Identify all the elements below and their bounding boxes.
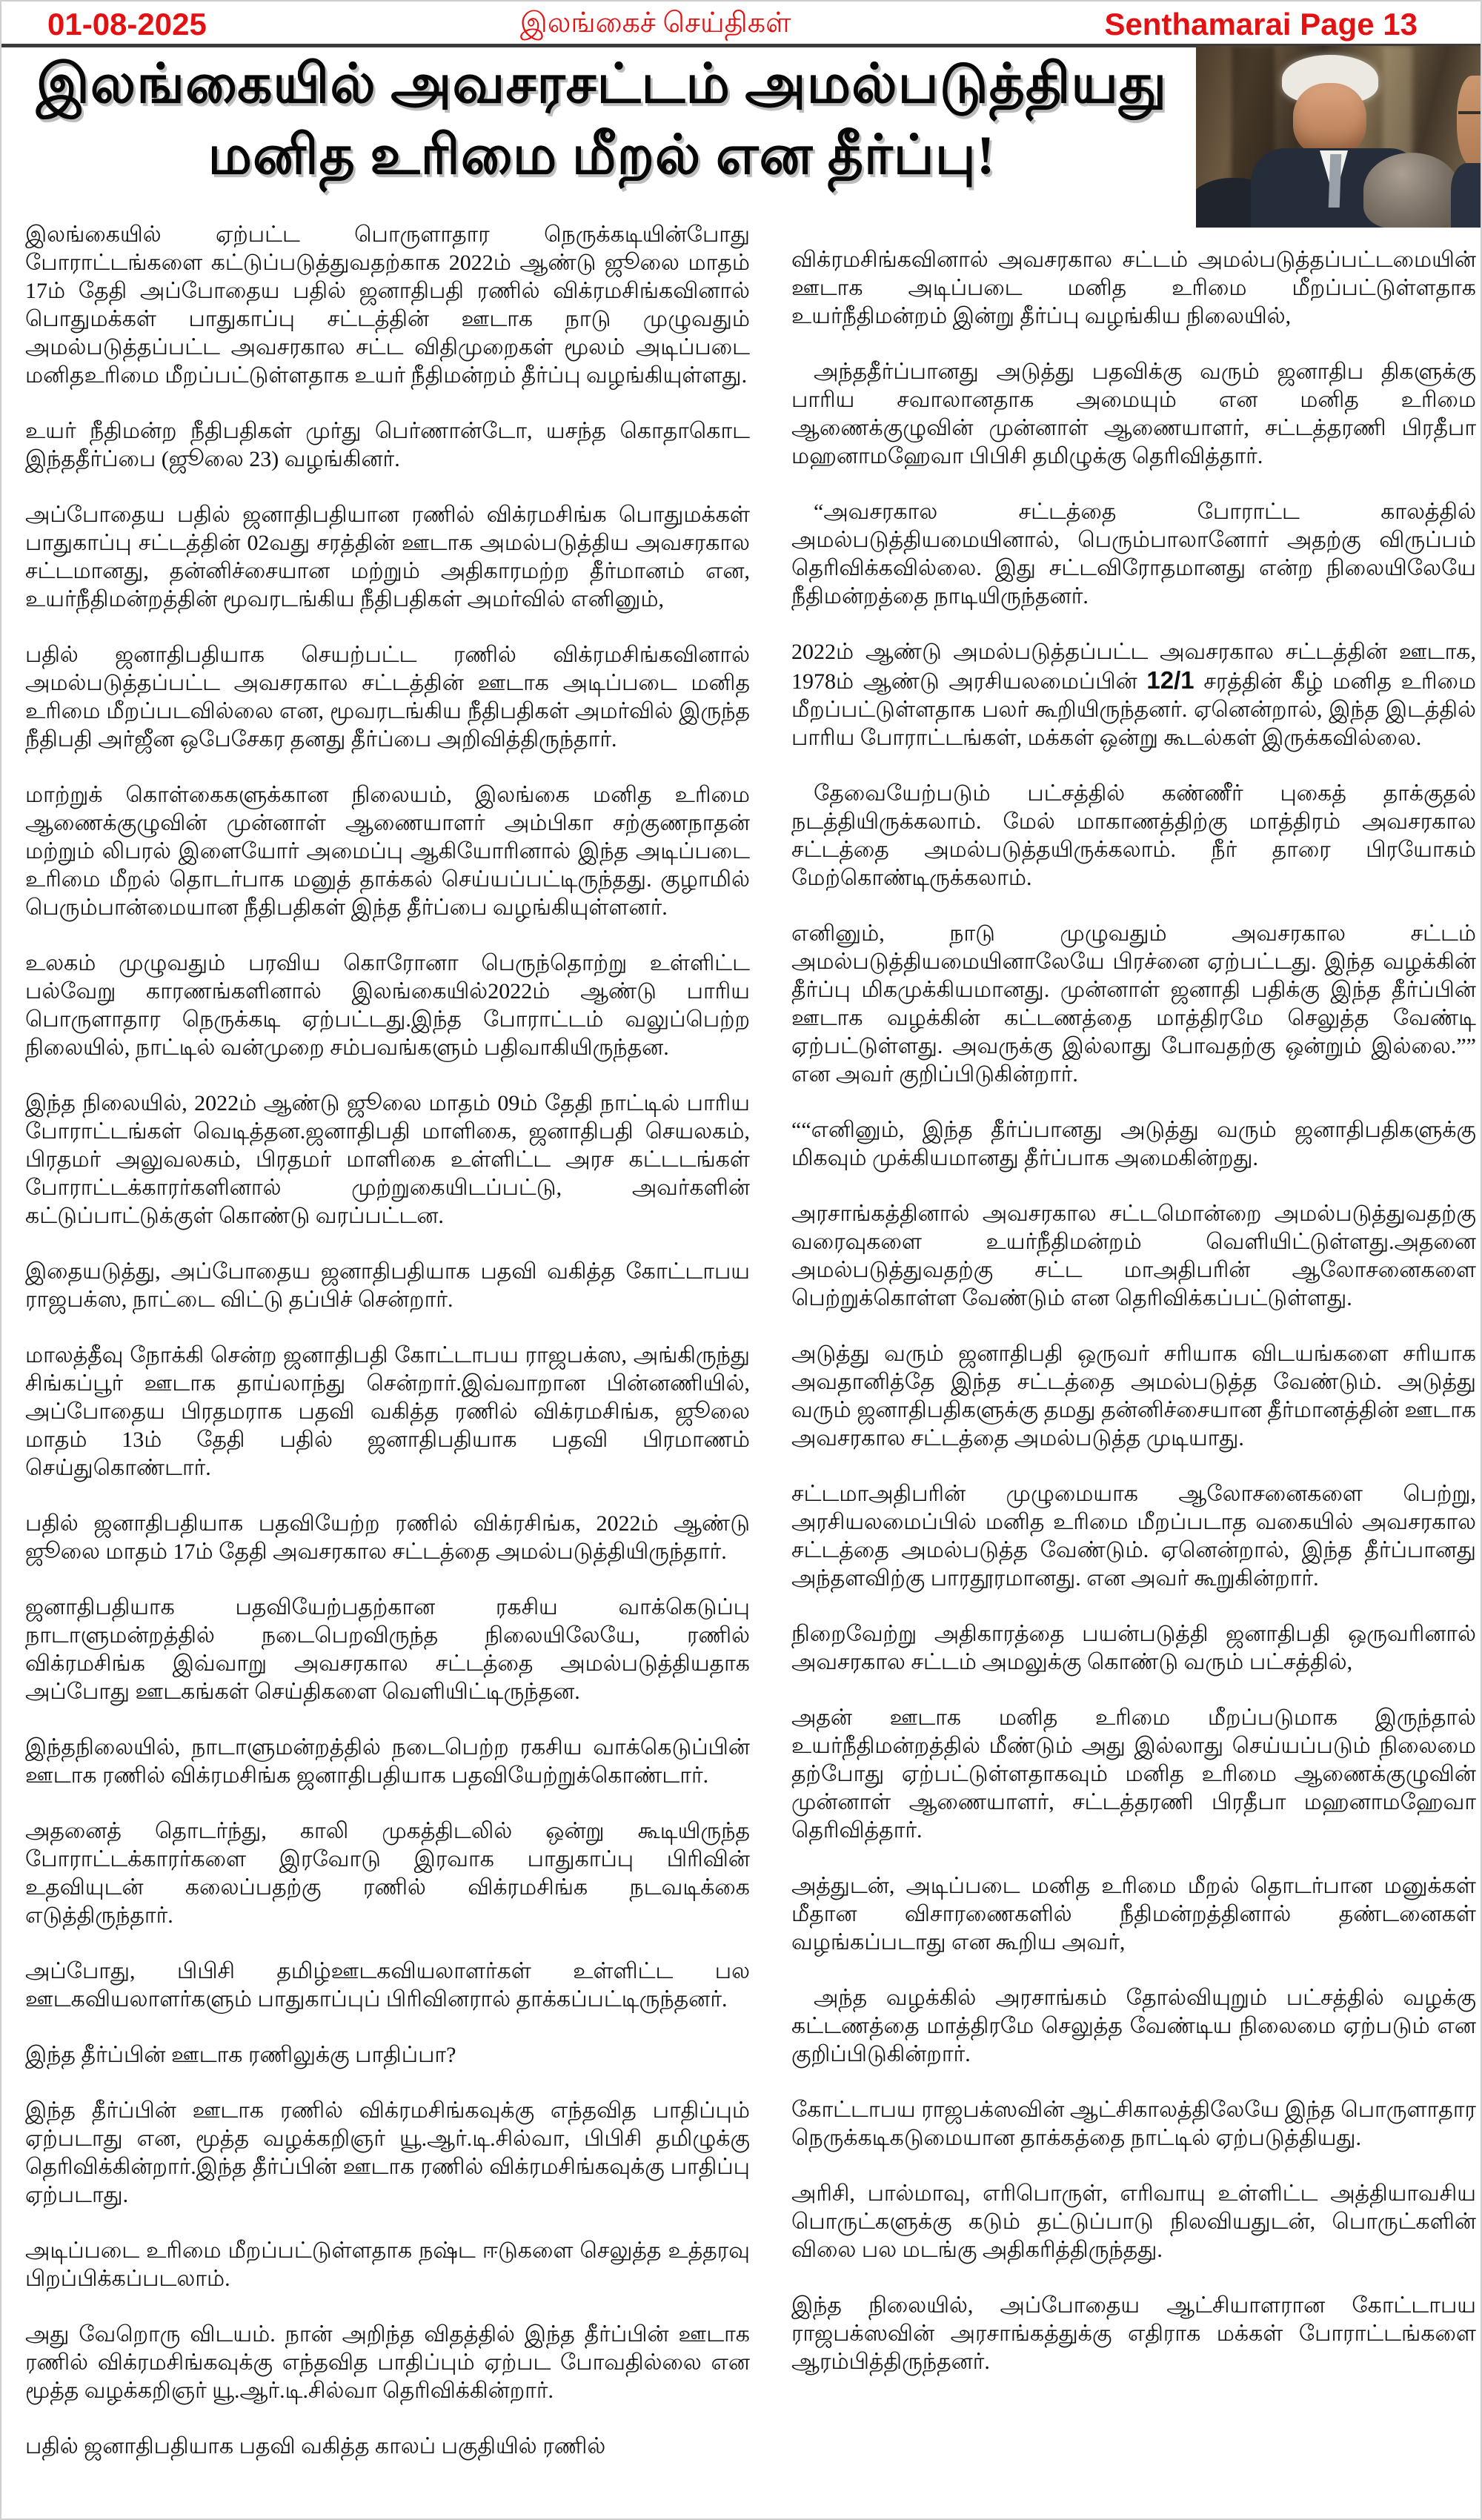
article-paragraph: விக்ரமசிங்கவினால் அவசரகால சட்டம் அமல்படுத்தப்பட்டமையின் ஊடாக அடிப்படை மனித உரிமை மீறப்பட்டுள்ளதாக உயர்நீதிமன்றம் இன்று தீர்ப்பு வழங்கிய நிலையில்,	[791, 248, 1476, 328]
article-paragraph: அந்ததீர்ப்பானது அடுத்து பதவிக்கு வரும் ஜனாதிப திகளுக்கு பாரிய சவாலானதாக அமையும் என மனித உரிமை ஆணைக்குழுவின் முன்னாள் ஆணையாளர், சட்டத்தரணி பிரதீபா மஹனாமஹேவா பிபிசி தமிழுக்கு தெரிவித்தார்.	[791, 359, 1476, 468]
article-paragraph: மாலத்தீவு நோக்கி சென்ற ஜனாதிபதி கோட்டாபய ராஜபக்ஸ, அங்கிருந்து சிங்கப்பூர் ஊடாக தாய்லாந்து சென்றார்.இவ்வாறான பின்னணியில், அப்போதைய பிரதமராக பதவி வகித்த ரணில் விக்ரமசிங்க, ஜூலை மாதம் 13ம் தேதி பதில் ஜனாதிபதியாக பதவி பிரமாணம் செய்துகொண்டார்.	[25, 1343, 750, 1480]
article-paragraph: தேவையேற்படும் பட்சத்தில் கண்ணீர் புகைத் தாக்குதல் நடத்தியிருக்கலாம். மேல் மாகாணத்திற்கு மாத்திரம் அவசரகால சட்டத்தை அமல்படுத்தயிருக்கலாம். நீர் தாரை பிரயோகம் மேற்கொண்டிருக்கலாம்.	[791, 781, 1476, 890]
article-paragraph: பதில் ஜனாதிபதியாக செயற்பட்ட ரணில் விக்ரமசிங்கவினால் அமல்படுத்தப்பட்ட அவசரகால சட்டத்தின் ஊடாக அடிப்படை மனித உரிமை மீறப்படவில்லை என, மூவரடங்கிய நீதிபதிகள் அமர்வில் இருந்த நீதிபதி அர்ஜீன ஒபேசேகர தனது தீர்ப்பை அறிவித்திருந்தார்.	[25, 643, 750, 752]
article-paragraph: மாற்றுக் கொள்கைகளுக்கான நிலையம், இலங்கை மனித உரிமை ஆணைக்குழுவின் முன்னாள் ஆணையாளர் அம்பிகா சற்குணநாதன் மற்றும் லிபரல் இளையோர் அமைப்பு ஆகியோரினால் இந்த அடிப்படை உரிமை மீறல் தொடர்பாக மனுத் தாக்கல் செய்யப்பட்டிருந்தது. குழாமில் பெரும்பான்மையான நீதிபதிகள் இந்த தீர்ப்பை வழங்கியுள்ளனர்.	[25, 783, 750, 920]
article-paragraph: உலகம் முழுவதும் பரவிய கொரோனா பெருந்தொற்று உள்ளிட்ட பல்வேறு காரணங்களினால் இலங்கையில்2022ம் ஆண்டு பாரிய பொருளாதார நெருக்கடி ஏற்பட்டது.இந்த போராட்டம் வலுப்பெற்ற நிலையில், நாட்டில் வன்முறை சம்பவங்களும் பதிவாகியிருந்தன.	[25, 951, 750, 1060]
article-paragraph: அடுத்து வரும் ஜனாதிபதி ஒருவர் சரியாக விடயங்களை சரியாக அவதானித்தே இந்த சட்டத்தை அமல்படுத்த வேண்டும். அடுத்து வரும் ஜனாதிபதிகளுக்கு தமது தன்னிச்சையான தீர்மானத்தின் ஊடாக அவசரகால சட்டத்தை அமல்படுத்த முடியாது.	[791, 1342, 1476, 1450]
article-paragraph: சட்டமாஅதிபரின் முழுமையாக ஆலோசனைகளை பெற்று, அரசியலமைப்பில் மனித உரிமை மீறப்படாத வகையில் அவசரகால சட்டத்தை அமல்படுத்த வேண்டும். ஏனென்றால், இந்த தீர்ப்பானது அந்தளவிற்கு பாரதூரமானது. என அவர் கூறுகின்றார்.	[791, 1482, 1476, 1591]
photo-right-man-glasses	[1458, 111, 1482, 114]
article-paragraph: பதில் ஜனாதிபதியாக பதவியேற்ற ரணில் விக்ரசிங்க, 2022ம் ஆண்டு ஜூலை மாதம் 17ம் தேதி அவசரகால சட்டத்தை அமல்படுத்தியிருந்தார்.	[25, 1511, 750, 1564]
article-paragraph: அடிப்படை உரிமை மீறப்பட்டுள்ளதாக நஷ்ட ஈடுகளை செலுத்த உத்தரவு பிறப்பிக்கப்படலாம்.	[25, 2238, 750, 2291]
news-photo	[1196, 46, 1482, 228]
article-paragraph: உயர் நீதிமன்ற நீதிபதிகள் முர்து பெர்ணான்டோ, யசந்த கொதாகொட இந்ததீர்ப்பை (ஜூலை 23) வழங்கினர்.	[25, 419, 750, 471]
photo-man-face	[1293, 83, 1366, 156]
photo-right-man-suit	[1451, 163, 1482, 228]
article-paragraph: இலங்கையில் ஏற்பட்ட பொருளாதார நெருக்கடியின்போது போராட்டங்களை கட்டுப்படுத்துவதற்காக 2022ம் ஆண்டு ஜூலை மாதம் 17ம் தேதி அப்போதைய பதில் ஜனாதிபதி ரணில் விக்ரமசிங்கவினால் பொதுமக்கள் பாதுகாப்பு சட்டத்தின் ஊடாக நாடு முழுவதும் அமல்படுத்தப்பட்ட அவசரகால சட்ட விதிமுறைகள் மூலம் அடிப்படை மனிதஉரிமை மீறப்பட்டுள்ளதாக உயர் நீதிமன்றம் தீர்ப்பு வழங்கியுள்ளது.	[25, 222, 750, 388]
issue-date: 01-08-2025	[47, 7, 207, 42]
article-paragraph: கோட்டாபய ராஜபக்ஸவின் ஆட்சிகாலத்திலேயே இந்த பொருளாதார நெருக்கடிகடுமையான தாக்கத்தை நாட்டில் ஏற்படுத்தியது.	[791, 2098, 1476, 2150]
article-paragraph: இந்த நிலையில், 2022ம் ஆண்டு ஜூலை மாதம் 09ம் தேதி நாட்டில் பாரிய போராட்டங்கள் வெடித்தன.ஜனாதிபதி மாளிகை, ஜனாதிபதி செயலகம், பிரதமர் அலுவலகம், பிரதமர் மாளிகை உள்ளிட்ட அரச கட்டடங்கள் போராட்டக்காரர்களினால் முற்றுகையிடப்பட்டு, அவர்களின் கட்டுப்பாட்டுக்குள் கொண்டு வரப்பட்டன.	[25, 1091, 750, 1228]
article-paragraph	[791, 638, 1476, 752]
article-paragraph: இதையடுத்து, அப்போதைய ஜனாதிபதியாக பதவி வகித்த கோட்டாபய ராஜபக்ஸ, நாட்டை விட்டு தப்பிச் சென்றார்.	[25, 1259, 750, 1312]
headline	[16, 49, 1187, 191]
article-paragraph: நிறைவேற்று அதிகாரத்தை பயன்படுத்தி ஜனாதிபதி ஒருவரினால் அவசரகால சட்டம் அமலுக்கு கொண்டு வரும் பட்சத்தில்,	[791, 1622, 1476, 1674]
article-paragraph: அதனைத் தொடர்ந்து, காலி முகத்திடலில் ஒன்று கூடியிருந்த போராட்டக்காரர்களை இரவோடு இரவாக பாதுகாப்பு பிரிவின் உதவியுடன் கலைப்பதற்கு ரணில் விக்ரமசிங்க நடவடிக்கை எடுத்திருந்தார்.	[25, 1819, 750, 1928]
article-paragraph: அந்த வழக்கில் அரசாங்கம் தோல்வியுறும் பட்சத்தில் வழக்கு கட்டணத்தை மாத்திரமே செலுத்த வேண்டிய நிலைமை ஏற்படும் என குறிப்பிடுகின்றார்.	[791, 1986, 1476, 2066]
article-subhead-question: இந்த தீர்ப்பின் ஊடாக ரணிலுக்கு பாதிப்பா?	[25, 2043, 456, 2067]
section-title: இலங்கைச் செய்திகள்	[519, 7, 791, 39]
photo-woman-hair	[1363, 153, 1460, 228]
article-paragraph: இந்த தீர்ப்பின் ஊடாக ரணில் விக்ரமசிங்கவுக்கு எந்தவித பாதிப்பும் ஏற்படாது என, மூத்த வழக்கறிஞர் யூ.ஆர்.டி.சில்வா, பிபிசி தமிழுக்கு தெரிவிக்கின்றார்.இந்த தீர்ப்பின் ஊடாக ரணில் விக்ரமசிங்கவுக்கு பாதிப்பு ஏற்படாது.	[25, 2098, 750, 2207]
headline-line-2: மனித உரிமை மீறல் என தீர்ப்பு!	[207, 125, 996, 186]
right-column	[791, 246, 1476, 2511]
article-paragraph: “அவசரகால சட்டத்தை போராட்ட காலத்தில் அமல்படுத்தியமையினால், பெரும்பாலானோர் அதற்கு விருப்பம் தெரிவிக்கவில்லை. இது சட்டவிரோதமானது என்ற நிலையிலேயே நீதிமன்றத்தை நாடியிருந்தனர்.	[791, 500, 1476, 609]
article-paragraph: அத்துடன், அடிப்படை மனித உரிமை மீறல் தொடர்பான மனுக்கள் மீதான விசாரணைகளில் நீதிமன்றத்தினால் தண்டனைகள் வழங்கப்படாது என கூறிய அவர்,	[791, 1874, 1476, 1954]
page-header	[1, 6, 1481, 43]
article-bold-clause-number: 12/1	[1146, 666, 1194, 694]
article-paragraph: பதில் ஜனாதிபதியாக பதவி வகித்த காலப் பகுதியில் ரணில்	[25, 2434, 606, 2458]
article-paragraph: ஜனாதிபதியாக பதவியேற்பதற்கான ரகசிய வாக்கெடுப்பு நாடாளுமன்றத்தில் நடைபெறவிருந்த நிலையிலேயே, ரணில் விக்ரமசிங்க இவ்வாறு அவசரகால சட்டத்தை அமல்படுத்தியதாக அப்போது ஊடகங்கள் செய்திகளை வெளியிட்டிருந்தன.	[25, 1595, 750, 1704]
paragraph-text: சரத்தின் கீழ் மனித உரிமை மீறப்பட்டுள்ளதாக பலர் கூறியிருந்தனர். ஏனென்றால், இந்த இடத்தில் பாரிய போராட்டங்கள், மக்கள் ஒன்று கூடல்கள் இருக்கவில்லை.	[791, 669, 1476, 750]
article-paragraph: அது வேறொரு விடயம். நான் அறிந்த விதத்தில் இந்த தீர்ப்பின் ஊடாக ரணில் விக்ரமசிங்கவுக்கு எந்தவித பாதிப்பும் ஏற்பட போவதில்லை என மூத்த வழக்கறிஞர் யூ.ஆர்.டி.சில்வா தெரிவிக்கின்றார்.	[25, 2322, 750, 2403]
article-paragraph: ““எனினும், இந்த தீர்ப்பானது அடுத்து வரும் ஜனாதிபதிகளுக்கு மிகவும் முக்கியமானது தீர்ப்பாக அமைகின்றது.	[791, 1118, 1476, 1170]
headline-line-1: இலங்கையில் அவசரசட்டம் அமல்படுத்தியது	[36, 54, 1168, 115]
photo-right-man-face	[1457, 76, 1482, 166]
article-paragraph: அரசாங்கத்தினால் அவசரகால சட்டமொன்றை அமல்படுத்துவதற்கு வரைவுகளை உயர்நீதிமன்றம் வெளியிட்டுள்ளது.அதனை அமல்படுத்துவதற்கு சட்ட மாஅதிபரின் ஆலோசனைகளை பெற்றுக்கொள்ள வேண்டும் என தெரிவிக்கப்பட்டுள்ளது.	[791, 1201, 1476, 1310]
article-paragraph: இந்தநிலையில், நாடாளுமன்றத்தில் நடைபெற்ற ரகசிய வாக்கெடுப்பின் ஊடாக ரணில் விக்ரமசிங்க ஜனாதிபதியாக பதவியேற்றுக்கொண்டார்.	[25, 1735, 750, 1788]
masthead-page-number: Senthamarai Page 13	[1104, 7, 1418, 42]
article-paragraph: இந்த நிலையில், அப்போதைய ஆட்சியாளரான கோட்டாபய ராஜபக்ஸவின் அரசாங்கத்துக்கு எதிராக மக்கள் போராட்டங்களை ஆரம்பித்திருந்தனர்.	[791, 2293, 1476, 2374]
article-paragraph: எனினும், நாடு முழுவதும் அவசரகால சட்டம் அமல்படுத்தியமையினாலேயே பிரச்னை ஏற்பட்டது. இந்த வழக்கின் தீர்ப்பு மிகமுக்கியமானது. முன்னாள் ஜனாதி பதிக்கு இந்த தீர்ப்பின் ஊடாக வழக்கின் கட்டணத்தை மாத்திரமே செலுத்த வேண்டி ஏற்பட்டுள்ளது. அவருக்கு இல்லாது போவதற்கு ஒன்றும் இல்லை.”” என அவர் குறிப்பிடுகின்றார்.	[791, 921, 1476, 1087]
article-paragraph: அதன் ஊடாக மனித உரிமை மீறப்படுமாக இருந்தால் உயர்நீதிமன்றத்தில் மீண்டும் அது இல்லாது செய்யப்படும் நிலைமை தற்போது ஏற்பட்டுள்ளதாகவும் மனித உரிமை ஆணைக்குழுவின் முன்னாள் ஆணையாளர், சட்டத்தரணி பிரதீபா மஹனாமஹேவா தெரிவித்தார்.	[791, 1705, 1476, 1843]
article-paragraph: அரிசி, பால்மாவு, எரிபொருள், எரிவாயு உள்ளிட்ட அத்தியாவசிய பொருட்களுக்கு கடும் தட்டுப்பாடு நிலவியதுடன், பொருட்களின் விலை பல மடங்கு அதிகரித்திருந்தது.	[791, 2181, 1476, 2262]
paragraph-text: 2022ம் ஆண்டு அமல்படுத்தப்பட்ட அவசரகால சட்டத்தின் ஊடாக, 1978ம் ஆண்டு அரசியலமைப்பின்	[791, 640, 1476, 694]
photo-man-tie	[1329, 154, 1342, 208]
article-paragraph: அப்போதைய பதில் ஜனாதிபதியான ரணில் விக்ரமசிங்க பொதுமக்கள் பாதுகாப்பு சட்டத்தின் 02வது சரத்தின் ஊடாக அமல்படுத்திய அவசரகால சட்டமானது, தன்னிச்சையான மற்றும் அதிகாரமற்ற தீர்மானம் என, உயர்நீதிமன்றத்தின் மூவரடங்கிய நீதிபதிகள் அமர்வில் எனினும்,	[25, 503, 750, 611]
left-column	[25, 221, 750, 2508]
article-paragraph: அப்போது, பிபிசி தமிழ்ஊடகவியலாளர்கள் உள்ளிட்ட பல ஊடகவியலாளர்களும் பாதுகாப்புப் பிரிவினரால் தாக்கப்பட்டிருந்தனர்.	[25, 1959, 750, 2012]
